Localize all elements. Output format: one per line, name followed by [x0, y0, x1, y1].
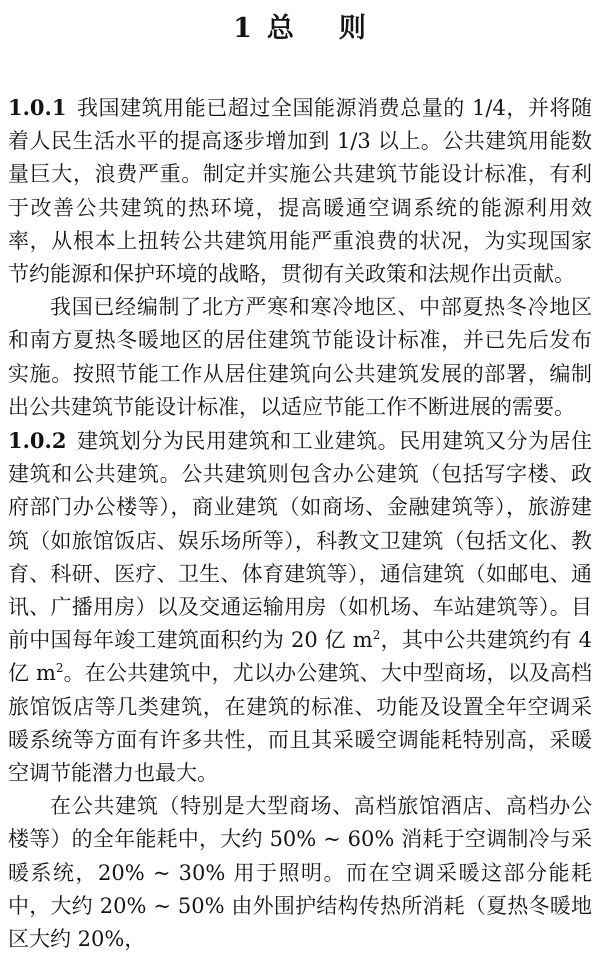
- superscript-unit: 2: [372, 628, 381, 643]
- clause-number: 1.0.1: [8, 95, 67, 120]
- clause-text-part-b: ，其中公共建筑约有 4 亿 m: [8, 628, 592, 686]
- chapter-title-char-1: 总: [266, 13, 295, 44]
- chapter-title: [0, 8, 600, 50]
- superscript-unit: 2: [55, 661, 64, 676]
- clause-1-0-2-paragraph-2: 在公共建筑（特别是大型商场、高档旅馆酒店、高档办公楼等）的全年能耗中，大约 50% ~ 60% 消耗于空调制冷与采暖系统，20% ~ 30% 用于照明。而在空调采暖这部分能耗中，大约 20% ~ 50% 由外围护结构传热所消耗（夏热冬暖地区大约 20%，: [8, 794, 592, 952]
- chapter-body: [8, 91, 592, 956]
- clause-number: 1.0.2: [8, 428, 67, 454]
- chapter-number: 1: [233, 13, 253, 44]
- clause-text: 我国建筑用能已超过全国能源消费总量的 1/4，并将随着人民生活水平的提高逐步增加到 1/3 以上。公共建筑用能数量巨大，浪费严重。制定并实施公共建筑节能设计标准，有利于改善公共建筑的热环境，提高暖通空调系统的能源利用效率，从根本上扭转公共建筑用能严重浪费的状况，为实现国家节约能源和保护环境的战略，贯彻有关政策和法规作出贡献。: [8, 96, 592, 287]
- clause-text-part-c: 。在公共建筑中，尤以办公建筑、大中型商场，以及高档旅馆饭店等几类建筑，在建筑的标准、功能及设置全年空调采暖系统等方面有许多共性，而且其采暖空调能耗特别高，采暖空调节能潜力也最大。: [8, 661, 592, 786]
- clause-1-0-1-paragraph-2: 我国已经编制了北方严寒和寒冷地区、中部夏热冬冷地区和南方夏热冬暖地区的居住建筑节能设计标准，并已先后发布实施。按照节能工作从居住建筑向公共建筑发展的部署，编制出公共建筑节能设计标准，以适应节能工作不断进展的需要。: [8, 295, 592, 419]
- clause-1-0-2-paragraph-1: [8, 424, 592, 790]
- chapter-title-char-2: 则: [338, 13, 367, 44]
- clause-1-0-1-paragraph-1: [8, 91, 592, 291]
- clause-text-part-a: 建筑划分为民用建筑和工业建筑。民用建筑又分为居住建筑和公共建筑。公共建筑则包含办公建筑（包括写字楼、政府部门办公楼等），商业建筑（如商场、金融建筑等），旅游建筑（如旅馆饭店、娱乐场所等），科教文卫建筑（包括文化、教育、科研、医疗、卫生、体育建筑等），通信建筑（如邮电、通讯、广播用房）以及交通运输用房（如机场、车站建筑等）。目前中国每年竣工建筑面积约为 20 亿 m: [8, 429, 592, 653]
